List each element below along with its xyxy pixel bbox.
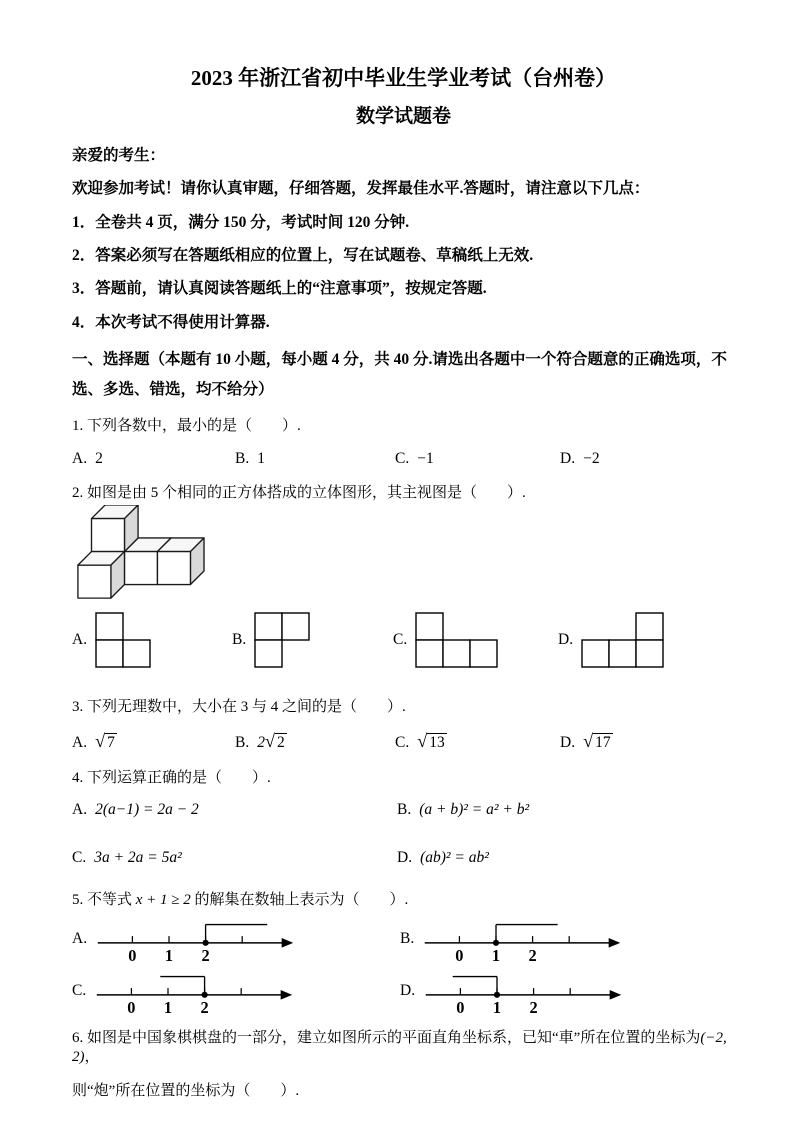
q2-option-b-label: B.: [232, 631, 247, 649]
q5-option-d-figure: [421, 965, 625, 1017]
q3-option-b-value: 2√ 2: [257, 730, 285, 751]
q3-option-b: [235, 731, 287, 752]
q2-option-c: [393, 612, 498, 668]
note-3: 3．答题前，请认真阅读答题纸上的“注意事项”，按规定答题.: [72, 280, 487, 298]
q2-option-d-label: D.: [558, 631, 574, 649]
q4-option-d-label: D.: [397, 849, 413, 867]
q4-option-a-label: A.: [72, 801, 88, 819]
q1-option-b: [235, 450, 265, 468]
q2-option-a-figure: [95, 612, 151, 668]
q5-option-b-label: B.: [400, 929, 415, 947]
q1-option-d-value: −2: [583, 449, 600, 467]
q2-stem: 2. 如图是由 5 个相同的正方体搭成的立体图形，其主视图是（ ）.: [72, 484, 526, 501]
q1-stem: 1. 下列各数中，最小的是（ ）.: [72, 418, 301, 435]
q4-options-row-2: [72, 849, 735, 875]
q5-option-d: [400, 965, 625, 1017]
welcome-line: 欢迎参加考试！请你认真审题，仔细答题，发挥最佳水平.答题时，请注意以下几点：: [72, 180, 650, 198]
q1-option-d: [560, 450, 600, 468]
sqrt-icon: √: [417, 730, 428, 751]
q5-option-c: [72, 965, 296, 1017]
q1-option-b-label: B.: [235, 449, 250, 467]
q2-option-a-label: A.: [72, 631, 88, 649]
q2-option-a: [72, 612, 151, 668]
q2-option-b: [232, 612, 310, 668]
svg-text:0: 0: [455, 945, 464, 965]
q5-options-row-2: [72, 965, 735, 1015]
q5-option-d-label: D.: [400, 981, 416, 999]
q4-option-b: [397, 801, 529, 819]
q5-inequality: x + 1 ≥ 2: [135, 892, 191, 909]
svg-text:1: 1: [164, 997, 173, 1017]
note-4: 4．本次考试不得使用计算器.: [72, 313, 270, 331]
q4-option-a-value: 2(a−1) = 2a − 2: [95, 801, 199, 819]
q1-option-d-label: D.: [560, 449, 576, 467]
section-heading: 一、选择题（本题有 10 小题，每小题 4 分，共 40 分.请选出各题中一个符合题意的正确选项，不选、多选、错选，均不给分）: [72, 351, 727, 399]
svg-text:1: 1: [492, 945, 501, 965]
q2-option-b-figure: [254, 612, 310, 668]
q4-option-d: [397, 849, 489, 867]
greeting-line: 亲爱的考生：: [72, 146, 166, 164]
q3-option-d-value: √ 17: [583, 730, 611, 751]
q3-option-a-value: √ 7: [95, 730, 115, 751]
sqrt-icon: √: [583, 730, 594, 751]
svg-text:1: 1: [164, 945, 174, 965]
note-1: 1．全卷共 4 页，满分 150 分，考试时间 120 分钟.: [72, 213, 410, 231]
q2-option-c-figure: [415, 612, 498, 668]
q4-option-b-value: (a + b)² = a² + b²: [419, 801, 530, 819]
q4-stem: 4. 下列运算正确的是（ ）.: [72, 769, 271, 786]
q1-option-c-value: −1: [417, 449, 434, 467]
q5-option-a-label: A.: [72, 929, 88, 947]
q2-option-c-label: C.: [393, 631, 408, 649]
svg-text:0: 0: [128, 945, 137, 965]
q1-option-b-value: 1: [257, 449, 265, 467]
q6-stem-line-2: 则“炮”所在位置的坐标为（ ）.: [72, 1082, 300, 1099]
svg-text:2: 2: [200, 997, 209, 1017]
q4-option-c-label: C.: [72, 849, 87, 867]
q6-coordinate: (−2, 2): [72, 1029, 727, 1066]
q3-option-b-label: B.: [235, 733, 250, 751]
q4-option-b-label: B.: [397, 801, 412, 819]
q3-option-c: [395, 731, 447, 752]
page-subtitle: 数学试题卷: [355, 106, 451, 128]
q5-options-row-1: [72, 913, 735, 963]
q1-options: [72, 450, 735, 472]
q5-option-c-label: C.: [72, 981, 87, 999]
q3-option-c-value: √ 13: [417, 730, 445, 751]
svg-text:2: 2: [529, 997, 538, 1017]
q6-stem-line-1: 6. 如图是中国象棋棋盘的一部分，建立如图所示的平面直角坐标系，已知“車”所在位置的坐标为(−2, 2)，: [72, 1029, 727, 1066]
q4-options-row-1: [72, 801, 735, 827]
q2-option-d: [558, 612, 664, 668]
q3-stem: 3. 下列无理数中，大小在 3 与 4 之间的是（ ）.: [72, 699, 406, 716]
q1-option-c: [395, 450, 434, 468]
q1-option-c-label: C.: [395, 449, 410, 467]
q1-option-a-value: 2: [95, 449, 103, 467]
q5-option-c-figure: [92, 965, 296, 1017]
q3-option-a: [72, 731, 117, 752]
q5-option-b-figure: [420, 913, 624, 965]
q4-option-a: [72, 801, 199, 819]
q5-option-b: [400, 913, 624, 965]
q5-stem: 5. 不等式 x + 1 ≥ 2 的解集在数轴上表示为（ ）.: [72, 892, 409, 909]
q1-option-a: [72, 450, 103, 468]
q4-option-c: [72, 849, 182, 867]
q5-option-a-figure: [93, 913, 297, 965]
q3-options: [72, 731, 735, 757]
svg-text:0: 0: [456, 997, 465, 1017]
svg-text:1: 1: [492, 997, 502, 1017]
q2-option-figures: [72, 606, 735, 686]
note-2: 2．答案必须写在答题纸相应的位置上，写在试题卷、草稿纸上无效.: [72, 247, 534, 265]
page-title: 2023 年浙江省初中毕业生学业考试（台州卷）: [190, 66, 617, 90]
q3-option-d-label: D.: [560, 733, 576, 751]
q5-option-a: [72, 913, 297, 965]
q4-option-c-value: 3a + 2a = 5a²: [94, 849, 182, 867]
q3-option-c-label: C.: [395, 733, 410, 751]
q3-option-d: [560, 731, 613, 752]
q1-option-a-label: A.: [72, 449, 88, 467]
q4-option-d-value: (ab)² = ab²: [420, 849, 489, 867]
q3-option-a-label: A.: [72, 733, 88, 751]
svg-text:2: 2: [201, 945, 210, 965]
q2-cube-figure: [72, 505, 735, 604]
svg-text:0: 0: [127, 997, 136, 1017]
q2-option-d-figure: [581, 612, 664, 668]
svg-text:2: 2: [528, 945, 537, 965]
sqrt-icon: √: [264, 730, 276, 751]
sqrt-icon: √: [95, 730, 106, 751]
